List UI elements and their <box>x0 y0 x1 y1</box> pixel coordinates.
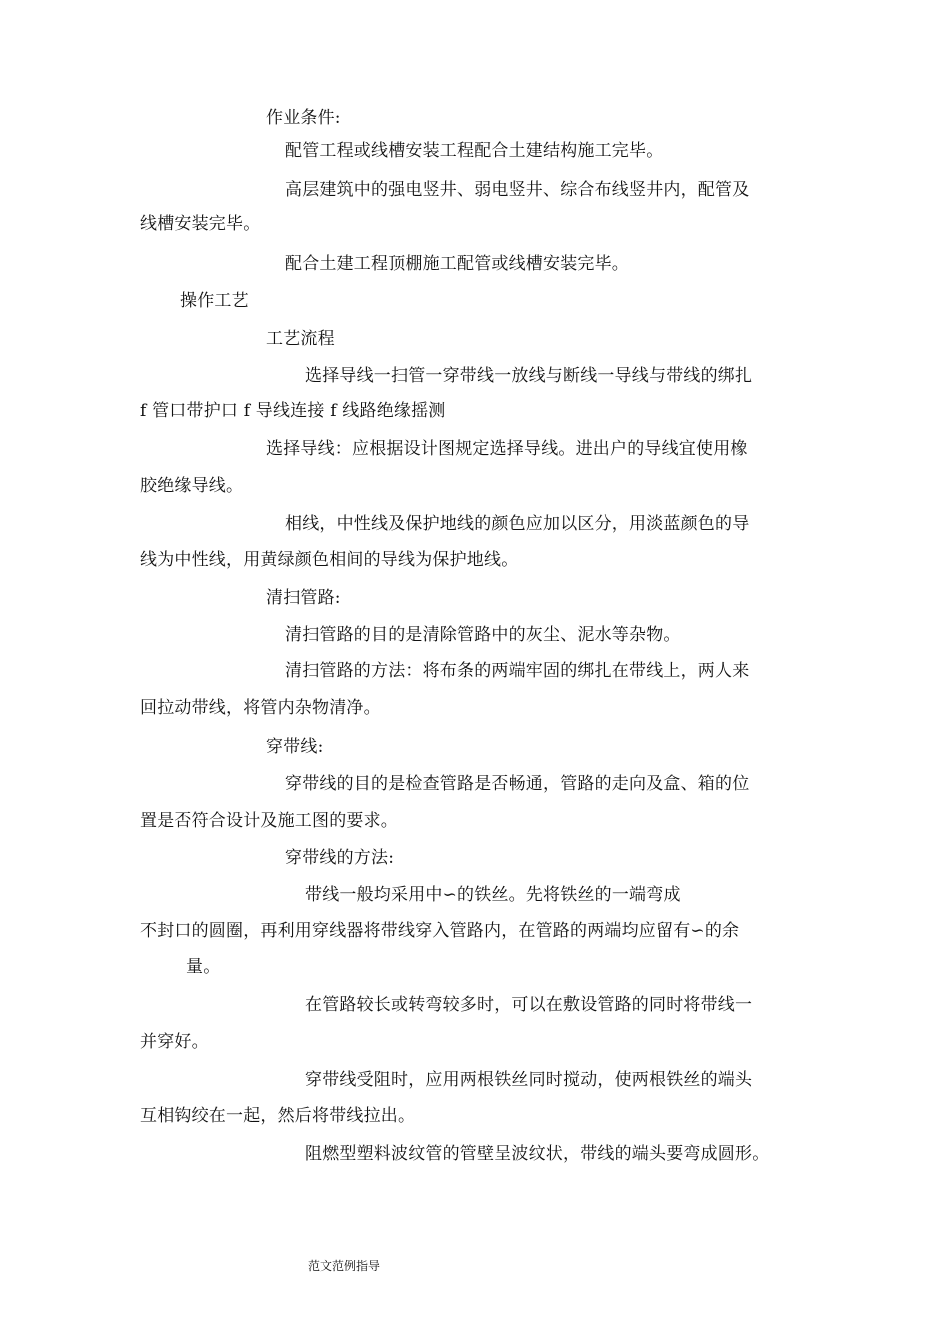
operation-heading: 操作工艺 <box>180 291 249 311</box>
paragraph: 穿带线受阻时，应用两根铁丝同时搅动，使两根铁丝的端头 <box>305 1070 753 1090</box>
paragraph: 配管工程或线槽安装工程配合土建结构施工完毕。 <box>285 141 664 161</box>
paragraph: 胶绝缘导线。 <box>140 476 244 496</box>
cleaning-heading: 清扫管路: <box>266 588 341 608</box>
paragraph: 相线，中性线及保护地线的颜色应加以区分，用淡蓝颜色的导 <box>285 514 750 534</box>
paragraph: 不封口的圆圈，再利用穿线器将带线穿入管路内，在管路的两端均应留有∽的余 <box>140 921 740 941</box>
paragraph: 选择导线：应根据设计图规定选择导线。进出户的导线宜使用橡 <box>266 439 748 459</box>
paragraph: 配合土建工程顶棚施工配管或线槽安装完毕。 <box>285 254 629 274</box>
flow-heading: 工艺流程 <box>266 329 335 349</box>
paragraph: 带线一般均采用中∽的铁丝。先将铁丝的一端弯成 <box>305 885 681 905</box>
paragraph: 选择导线一扫管一穿带线一放线与断线一导线与带线的绑扎 <box>305 366 753 386</box>
method-heading: 穿带线的方法: <box>285 848 395 868</box>
paragraph: 在管路较长或转弯较多时，可以在敷设管路的同时将带线一 <box>305 995 753 1015</box>
paragraph: 置是否符合设计及施工图的要求。 <box>140 811 398 831</box>
paragraph: 阻燃型塑料波纹管的管壁呈波纹状，带线的端头要弯成圆形。 <box>305 1144 770 1164</box>
paragraph: f 管口带护口 f 导线连接 f 线路绝缘摇测 <box>140 401 446 421</box>
paragraph: 高层建筑中的强电竖井、弱电竖井、综合布线竖井内，配管及 <box>285 180 750 200</box>
paragraph: 清扫管路的目的是清除管路中的灰尘、泥水等杂物。 <box>285 625 681 645</box>
paragraph: 线为中性线，用黄绿颜色相间的导线为保护地线。 <box>140 550 519 570</box>
paragraph: 线槽安装完毕。 <box>140 214 261 234</box>
paragraph: 回拉动带线，将管内杂物清净。 <box>140 698 381 718</box>
paragraph: 清扫管路的方法：将布条的两端牢固的绑扎在带线上，两人来 <box>285 661 750 681</box>
paragraph: 互相钩绞在一起，然后将带线拉出。 <box>140 1106 416 1126</box>
page-footer: 范文范例指导 <box>308 1259 381 1273</box>
paragraph: 穿带线的目的是检查管路是否畅通，管路的走向及盒、箱的位 <box>285 774 750 794</box>
work-conditions-heading: 作业条件: <box>266 108 341 128</box>
threading-heading: 穿带线: <box>266 737 324 757</box>
paragraph: 并穿好。 <box>140 1032 209 1052</box>
paragraph: 量。 <box>186 957 221 977</box>
